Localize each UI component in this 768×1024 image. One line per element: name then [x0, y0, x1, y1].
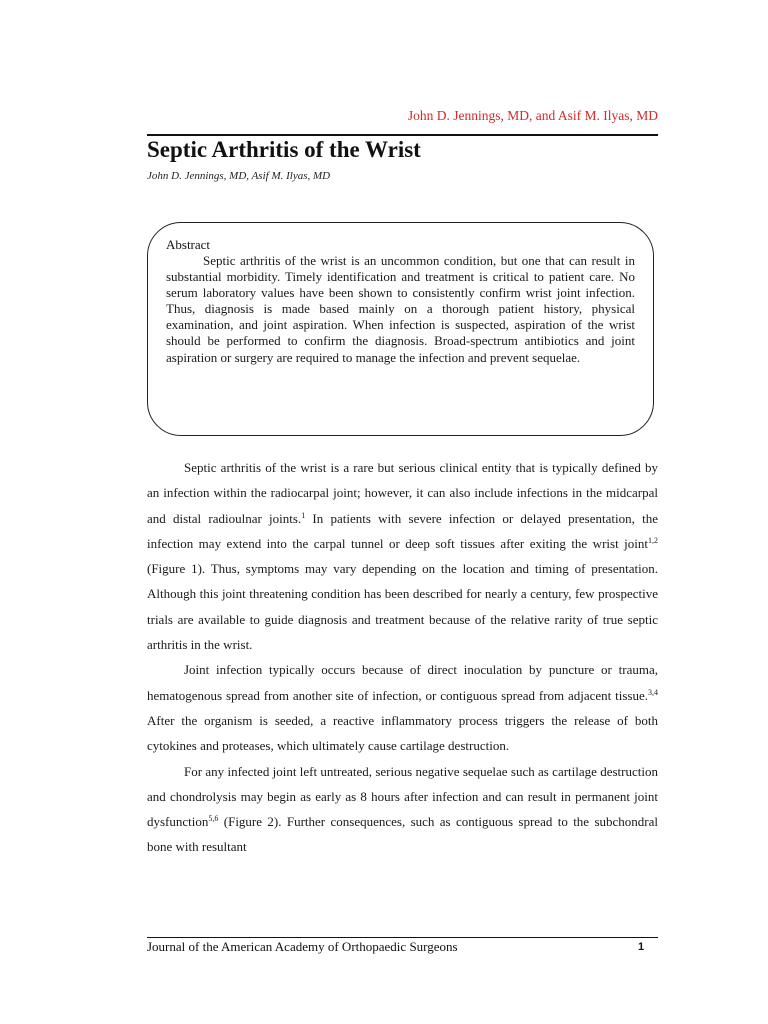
- body-paragraph-3: For any infected joint left untreated, serious negative sequelae such as cartilage destruction and chondrolysis may begin as early as 8 hours after infection and can result in permanent joint dysfunction$^{5,6}$ (Figure 2). Further consequences, such as contiguous spread to the subchondral bone with resultant: [147, 763, 658, 855]
- abstract-heading: Abstract: [166, 237, 211, 252]
- citation-ref[interactable]: 3,4: [648, 687, 658, 697]
- article-body: [147, 455, 658, 860]
- title-rule: [147, 134, 658, 136]
- page-number: 1: [638, 941, 645, 953]
- citation-ref[interactable]: 5,6: [208, 814, 219, 824]
- running-head: John D. Jennings, MD, and Asif M. Ilyas, MD: [407, 108, 658, 123]
- body-paragraph-2: Joint infection typically occurs because of direct inoculation by puncture or trauma, hematogenous spread from another site of infection, or contiguous spread from adjacent tissue.$^{3,4}$ After the organism is seeded, a reactive inflammatory process triggers the release of both cytokines and proteases, which ultimately cause cartilage destruction.: [147, 662, 658, 754]
- article-title: Septic Arthritis of the Wrist: [147, 137, 421, 162]
- footer-journal-name: Journal of the American Academy of Orthopaedic Surgeons: [147, 939, 458, 954]
- body-paragraph-1: Septic arthritis of the wrist is a rare but serious clinical entity that is typically defined by an infection within the radiocarpal joint; however, it can also include infections in the midcarpal and distal radioulnar joints.$^1$ In patients with severe infection or delayed presentation, the infection may extend into the carpal tunnel or deep soft tissues after exiting the wrist joint$^{1,2}$ (Figure 1). Thus, symptoms may vary depending on the location and timing of presentation. Although this joint threatening condition has been described for nearly a century, few prospective trials are available to guide diagnosis and treatment because of the relative rarity of true septic arthritis in the wrist.: [147, 460, 658, 653]
- citation-ref[interactable]: 1: [301, 510, 306, 520]
- footer-rule: [147, 937, 658, 938]
- citation-ref[interactable]: 1,2: [648, 535, 658, 545]
- article-authors: John D. Jennings, MD, Asif M. Ilyas, MD: [147, 170, 331, 182]
- abstract-text: Septic arthritis of the wrist is an uncommon condition, but one that can result in substantial morbidity. Timely identification and treatment is critical to patient care. No serum laboratory values have been shown to consistently confirm wrist joint infection. Thus, diagnosis is made based mainly on a thorough patient history, physical examination, and joint aspiration. When infection is suspected, aspiration of the wrist should be performed to confirm the diagnosis. Broad-spectrum antibiotics and joint aspiration or surgery are required to manage the infection and prevent sequelae.: [166, 253, 635, 365]
